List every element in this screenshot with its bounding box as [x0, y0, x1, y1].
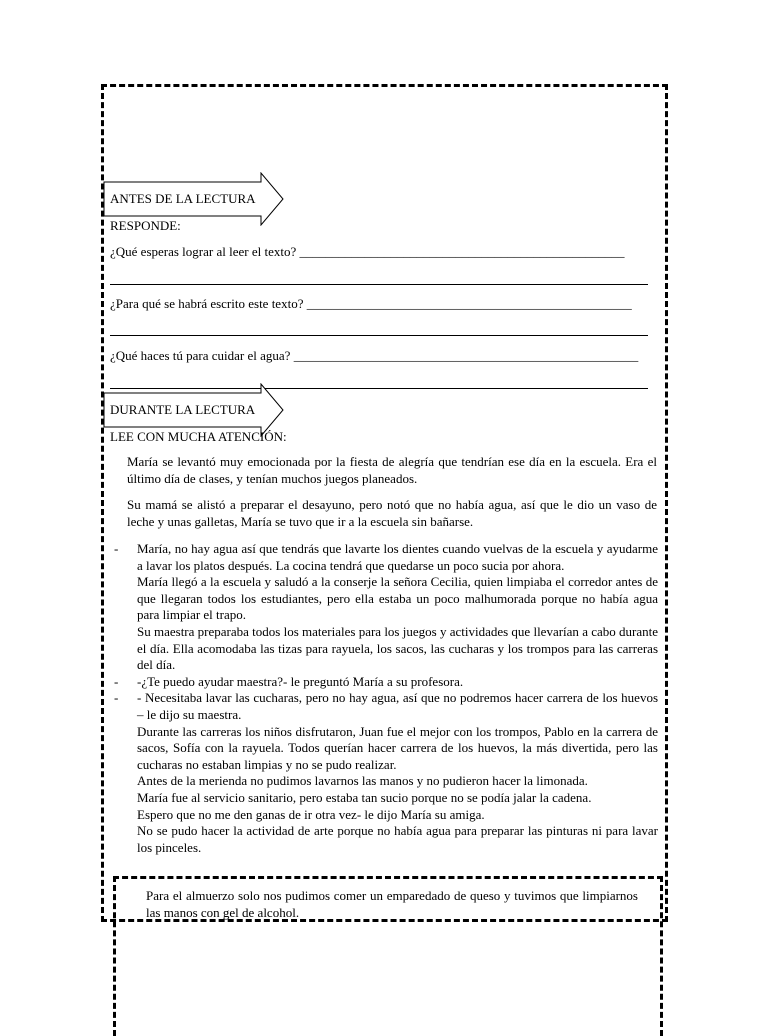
- instruction-lee: LEE CON MUCHA ATENCIÓN:: [110, 429, 287, 444]
- question-1: ¿Qué esperas lograr al leer el texto? __________________________________________________: [110, 244, 625, 259]
- boxed-paragraph: Para el almuerzo solo nos pudimos comer un emparedado de queso y tuvimos que limpiarnos las manos con gel de alcohol.: [146, 888, 638, 920]
- story-paragraph-1: María se levantó muy emocionada por la fiesta de alegría que tendrían ese día en la escuela. Era el último día de clases, y tenían muchos juegos planeados.: [127, 454, 657, 486]
- list-item: [114, 674, 658, 691]
- bullet-dash: -: [114, 673, 119, 689]
- list-item-text: Su maestra preparaba todos los materiales para los juegos y actividades que llevarían a cabo durante el día. Ella acomodaba las tizas para rayuela, los sacos, las cucharas y los trompos para las carreras del día.: [137, 623, 658, 673]
- answer-line-1: [110, 284, 648, 285]
- list-item: [114, 773, 658, 790]
- question-2: ¿Para qué se habrá escrito este texto? __________________________________________________: [110, 296, 632, 311]
- list-item: [114, 541, 658, 574]
- instruction-responde: RESPONDE:: [110, 218, 181, 233]
- list-item-text: -¿Te puedo ayudar maestra?- le preguntó María a su profesora.: [137, 673, 464, 689]
- bullet-dash: -: [114, 690, 119, 706]
- section-heading-antes: ANTES DE LA LECTURA: [110, 191, 256, 206]
- list-item-text: - Necesitaba lavar las cucharas, pero no hay agua, así que no podremos hacer carrera de los huevos – le dijo su maestra.: [137, 690, 658, 722]
- list-item-text: No se pudo hacer la actividad de arte porque no había agua para preparar las pinturas ni para lavar los pinceles.: [137, 823, 658, 855]
- list-item: [114, 823, 658, 856]
- section-heading-durante: DURANTE LA LECTURA: [110, 402, 256, 417]
- list-item: [114, 574, 658, 624]
- list-item-text: María fue al servicio sanitario, pero estaba tan sucio porque no se podía jalar la cadena.: [137, 789, 592, 805]
- list-item: [114, 624, 658, 674]
- list-item: [114, 807, 658, 824]
- answer-line-2: [110, 335, 648, 336]
- list-item-text: Antes de la merienda no pudimos lavarnos las manos y no pudieron hacer la limonada.: [137, 773, 588, 789]
- list-item-text: Durante las carreras los niños disfrutaron, Juan fue el mejor con los trompos, Pablo en la carrera de sacos, Sofía con la rayuela. Todos querían hacer carrera de los huevos, la más divertida, pero las cucharas no estaban limpias y no se pudo realizar.: [137, 723, 658, 772]
- list-item-text: María llegó a la escuela y saludó a la conserje la señora Cecilia, quien limpiaba el corredor antes de que llegaran todos los estudiantes, pero ella estaba un poco malhumorada porque no había agua para limpiar el trapo.: [137, 574, 658, 623]
- list-item-text: Espero que no me den ganas de ir otra vez- le dijo María su amiga.: [137, 806, 485, 822]
- question-3: ¿Qué haces tú para cuidar el agua? _____________________________________________________: [110, 348, 639, 363]
- story-dialogue-list: [114, 541, 658, 856]
- story-paragraph-2: Su mamá se alistó a preparar el desayuno, pero notó que no había agua, así que le dio un vaso de leche y unas galletas, María se tuvo que ir a la escuela sin bañarse.: [127, 497, 657, 529]
- list-item: [114, 690, 658, 723]
- list-item: [114, 790, 658, 807]
- list-item: [114, 724, 658, 774]
- list-item-text: María, no hay agua así que tendrás que lavarte los dientes cuando vuelvas de la escuela y ayudarme a lavar los platos después. La cocina tendrá que quedarse un poco sucia por ahora.: [137, 541, 658, 573]
- bullet-dash: -: [114, 541, 119, 556]
